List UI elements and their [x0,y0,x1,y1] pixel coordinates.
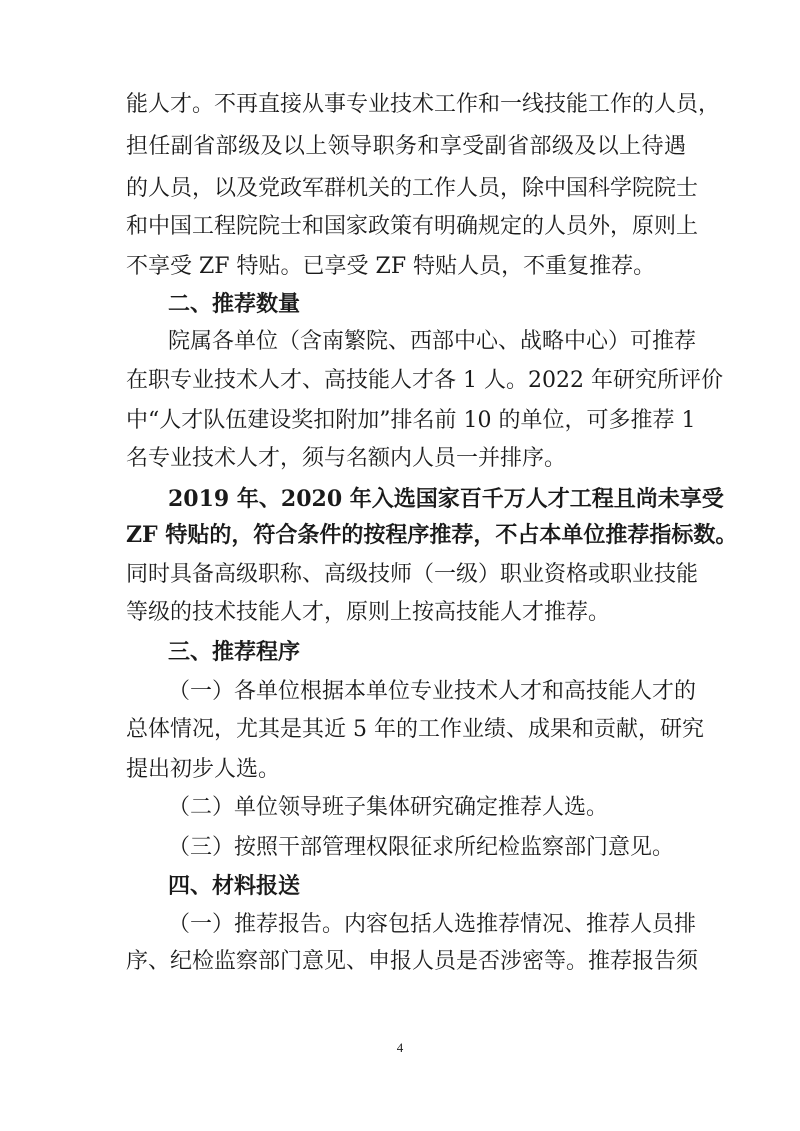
bold-text-line: 2019 年、2020 年入选国家百千万人才工程且尚未享受 [168,486,724,512]
text-line: （一）推荐报告。内容包括人选推荐情况、推荐人员排 [168,912,697,937]
text-line: 总体情况，尤其是其近 5 年的工作业绩、成果和贡献，研究 [126,717,704,742]
text-line: 不享受 ZF 特贴。已享受 ZF 特贴人员，不重复推荐。 [126,254,656,279]
text-line: （一）各单位根据本单位专业技术人才和高技能人才的 [168,679,697,704]
section-heading: 四、材料报送 [168,873,301,899]
text-line: 在职专业技术人才、高技能人才各 1 人。2022 年研究所评价 [126,368,723,393]
section-heading: 三、推荐程序 [168,639,301,665]
text-line: 能人才。不再直接从事专业技术工作和一线技能工作的人员， [126,92,721,117]
text-line: 同时具备高级职称、高级技师（一级）职业资格或职业技能 [126,562,699,587]
text-line: 序、纪检监察部门意见、申报人员是否涉密等。推荐报告须 [126,949,699,974]
text-line: 中“人才队伍建设奖扣附加”排名前 10 的单位，可多推荐 1 [126,408,696,433]
text-line: （二）单位领导班子集体研究确定推荐人选。 [168,795,609,820]
text-line: 院属各单位（含南繁院、西部中心、战略中心）可推荐 [168,329,697,354]
bold-text-line: ZF 特贴的，符合条件的按程序推荐，不占本单位推荐指标数。 [126,522,738,548]
text-line: 担任副省部级及以上领导职务和享受副省部级及以上待遇 [126,134,686,159]
page-number: 4 [396,1040,404,1055]
text-line: 等级的技术技能人才，原则上按高技能人才推荐。 [126,600,611,625]
text-line: 提出初步人选。 [126,757,281,782]
text-line: 和中国工程院院士和国家政策有明确规定的人员外，原则上 [126,214,699,239]
text-line: 名专业技术人才，须与名额内人员一并排序。 [126,446,567,471]
text-line: （三）按照干部管理权限征求所纪检监察部门意见。 [168,835,675,860]
text-line: 的人员，以及党政军群机关的工作人员，除中国科学院院士 [126,176,699,201]
section-heading: 二、推荐数量 [168,291,301,317]
